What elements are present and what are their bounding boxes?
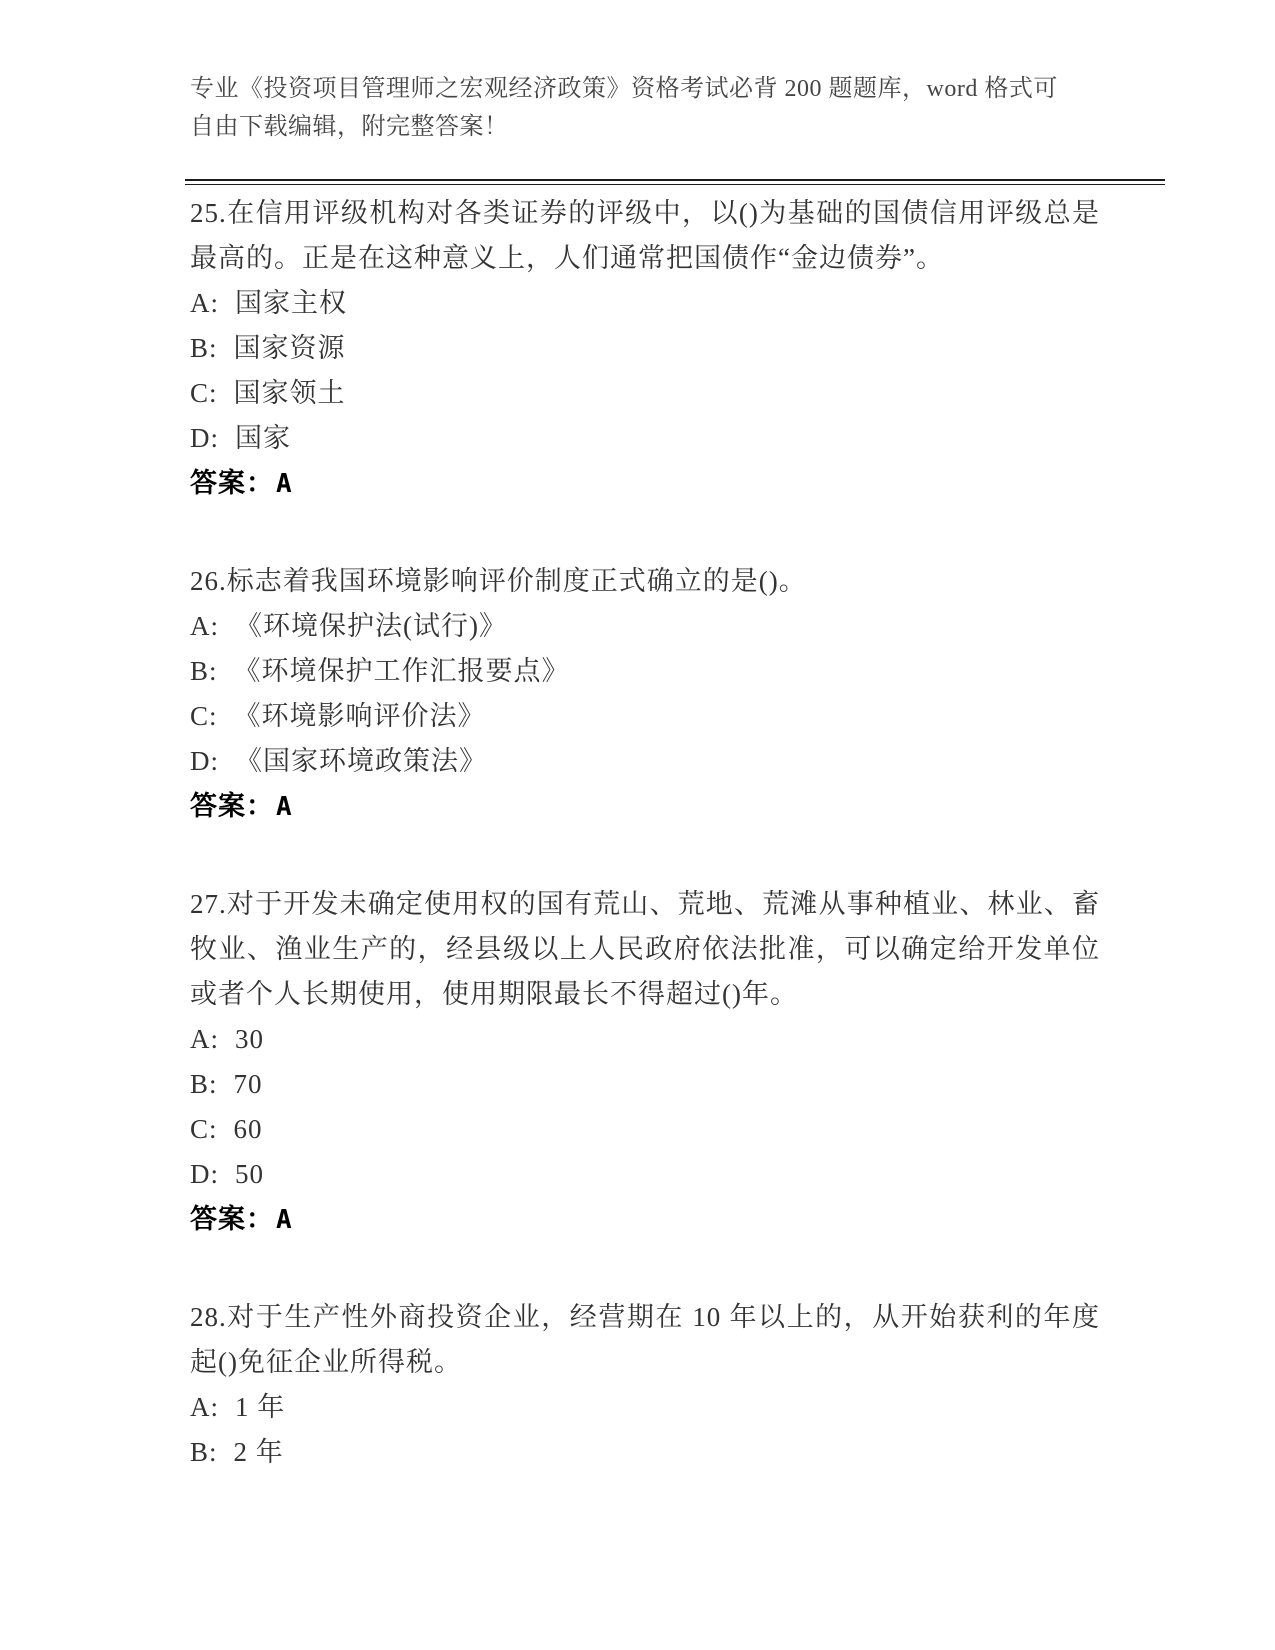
option-row-27-d [190, 1152, 1100, 1197]
question-text-26 [190, 559, 1100, 604]
option-text: 《国家环境政策法》 [235, 746, 487, 776]
option-label: D: [190, 1159, 219, 1189]
answer-label: 答案： [190, 791, 274, 821]
option-text: 30 [235, 1024, 264, 1054]
header-divider [185, 179, 1165, 185]
question-block-25 [190, 191, 1100, 507]
header-note-line-2: 自由下载编辑，附完整答案！ [190, 114, 509, 140]
document-content [190, 70, 1100, 1475]
option-label: B: [190, 656, 218, 686]
question-number: 28. [190, 1302, 227, 1332]
option-row-27-c [190, 1107, 1100, 1152]
option-text: 1 年 [235, 1392, 286, 1422]
answer-label: 答案： [190, 468, 274, 498]
option-text: 70 [233, 1069, 263, 1099]
option-label: C: [190, 701, 218, 731]
option-row-28-b [190, 1430, 1100, 1475]
option-row-27-a [190, 1017, 1100, 1062]
question-body: 标志着我国环境影响评价制度正式确立的是()。 [226, 566, 807, 596]
option-label: A: [190, 611, 219, 641]
answer-label: 答案： [190, 1204, 274, 1234]
option-text: 《环境保护工作汇报要点》 [233, 656, 570, 686]
question-number: 27. [190, 889, 227, 919]
option-text: 国家资源 [233, 333, 346, 363]
option-label: D: [190, 746, 219, 776]
question-text-27 [190, 882, 1100, 1017]
question-number: 26. [190, 566, 227, 596]
option-text: 国家主权 [235, 288, 347, 318]
option-text: 50 [235, 1159, 264, 1189]
question-number: 25. [190, 198, 227, 228]
question-block-27 [190, 882, 1100, 1243]
answer-line-25 [190, 461, 1100, 507]
option-label: B: [190, 333, 218, 363]
option-text: 国家领土 [233, 378, 346, 408]
option-label: A: [190, 288, 219, 318]
option-row-25-c [190, 371, 1100, 416]
document-header-note [190, 70, 1100, 146]
option-label: B: [190, 1437, 218, 1467]
answer-line-27 [190, 1197, 1100, 1243]
question-body: 对于开发未确定使用权的国有荒山、荒地、荒滩从事种植业、林业、畜牧业、渔业生产的，经县级以上人民政府依法批准，可以确定给开发单位或者个人长期使用，使用期限最长不得超过()年。 [190, 889, 1100, 1009]
option-row-27-b [190, 1062, 1100, 1107]
answer-value: A [276, 792, 293, 822]
option-label: B: [190, 1069, 218, 1099]
option-text: 国家 [235, 423, 291, 453]
option-text: 60 [233, 1114, 263, 1144]
header-note-line-1: 专业《投资项目管理师之宏观经济政策》资格考试必背 200 题题库，word 格式可 [190, 76, 1058, 102]
question-text-28 [190, 1295, 1100, 1385]
option-label: D: [190, 423, 219, 453]
option-row-28-a [190, 1385, 1100, 1430]
option-text: 2 年 [233, 1437, 284, 1467]
option-label: A: [190, 1392, 219, 1422]
option-row-25-a [190, 281, 1100, 326]
option-row-26-b [190, 649, 1100, 694]
option-row-26-a [190, 604, 1100, 649]
option-text: 《环境影响评价法》 [233, 701, 486, 731]
option-label: C: [190, 1114, 218, 1144]
question-block-28 [190, 1295, 1100, 1475]
answer-line-26 [190, 784, 1100, 830]
option-label: C: [190, 378, 218, 408]
option-row-26-d [190, 739, 1100, 784]
question-body: 对于生产性外商投资企业，经营期在 10 年以上的，从开始获利的年度起()免征企业所得税。 [190, 1302, 1100, 1377]
option-row-26-c [190, 694, 1100, 739]
question-body: 在信用评级机构对各类证券的评级中，以()为基础的国债信用评级总是最高的。正是在这种意义上，人们通常把国债作“金边债券”。 [190, 198, 1100, 273]
option-row-25-d [190, 416, 1100, 461]
question-text-25 [190, 191, 1100, 281]
question-block-26 [190, 559, 1100, 830]
option-label: A: [190, 1024, 219, 1054]
answer-value: A [276, 469, 293, 499]
option-row-25-b [190, 326, 1100, 371]
option-text: 《环境保护法(试行)》 [235, 611, 507, 641]
answer-value: A [276, 1205, 293, 1235]
